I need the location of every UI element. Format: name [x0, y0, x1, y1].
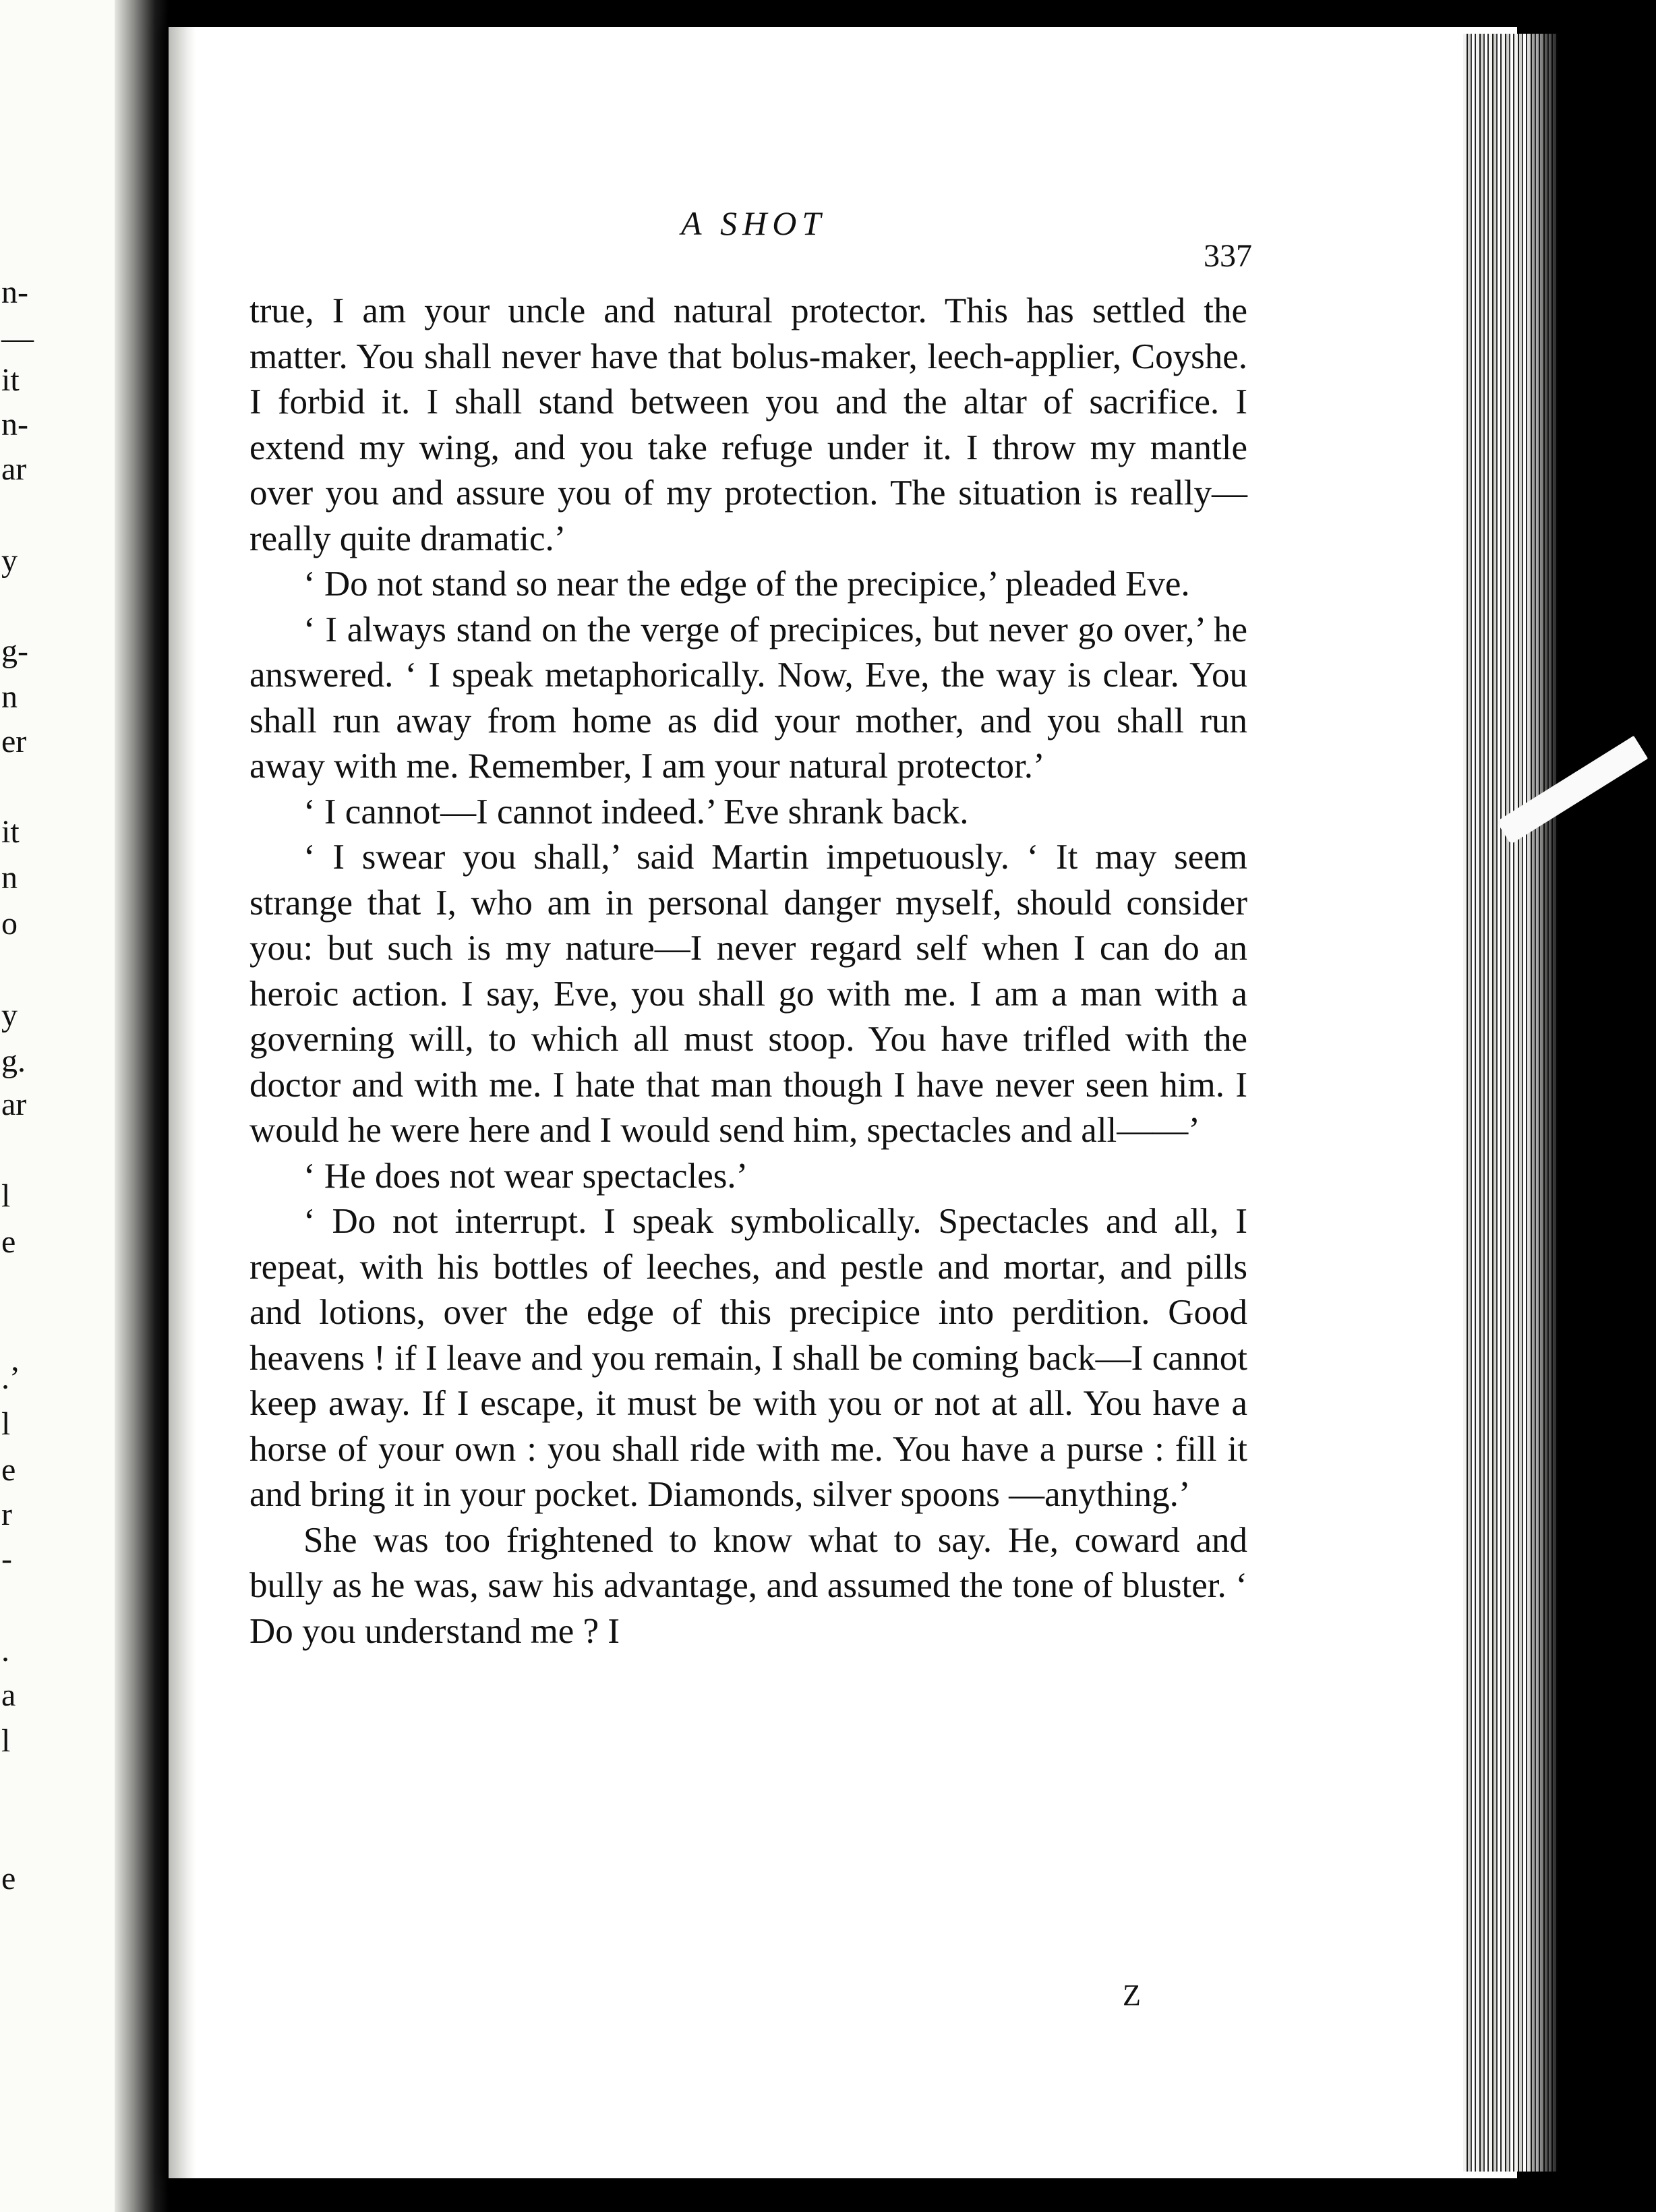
- previous-page-fragment: -: [1, 1541, 12, 1577]
- previous-page-fragment: n-: [1, 274, 28, 310]
- gutter-shade: [169, 27, 196, 2178]
- paragraph: true, I am your uncle and natural protector. This has settled the matter. You shall never have that bolus-maker, leech-applier, Coyshe. I forbid it. I shall stand between you and the altar of sacrifice. I extend my wing, and you take refuge under it. I throw my mantle over you and assure you of my protection. The situation is really—really quite dramatic.’: [249, 291, 1247, 558]
- previous-page-fragment: l: [1, 1723, 11, 1759]
- signature-mark: Z: [1123, 1979, 1141, 2012]
- previous-page-fragment: l: [1, 1178, 11, 1214]
- book-page: [169, 27, 1517, 2178]
- running-head: A SHOT: [681, 204, 827, 242]
- previous-page-fragment: ar: [1, 1086, 27, 1122]
- spine-shadow: [115, 0, 169, 2212]
- previous-page-fragment: e: [1, 1452, 16, 1488]
- previous-page-fragment: .’: [1, 1360, 20, 1396]
- previous-page-fragment: l: [1, 1406, 11, 1442]
- previous-page-fragment: a: [1, 1677, 16, 1713]
- previous-page-fragment: r: [1, 1496, 12, 1532]
- paragraph: ‘ I swear you shall,’ said Martin impetuously. ‘ It may seem strange that I, who am in personal danger myself, should consider you: but such is my nature—I never regard self when I can do an heroic action. I say, Eve, you shall go with me. I am a man with a governing will, to which all must stoop. You have trifled with the doctor and with me. I hate that man though I have never seen him. I would he were here and I would send him, spectacles and all——’: [249, 838, 1247, 1150]
- paragraph: ‘ I always stand on the verge of precipices, but never go over,’ he answered. ‘ I speak metaphorically. Now, Eve, the way is clear. You shall run away from home as did your mother, and you shall run away with me. Remember, I am your natural protector.’: [249, 610, 1247, 786]
- previous-page-fragment: n: [1, 679, 18, 715]
- previous-page-fragment: it: [1, 814, 20, 850]
- paragraph: ‘ I cannot—I cannot indeed.’ Eve shrank back.: [303, 792, 969, 832]
- previous-page-fragment: e: [1, 1861, 16, 1896]
- previous-page-fragment: n-: [1, 407, 28, 442]
- previous-page-fragment: o: [1, 906, 18, 941]
- page-number: 337: [1204, 238, 1252, 274]
- previous-page-fragment: .: [1, 1633, 9, 1668]
- previous-page-fragment: it: [1, 362, 20, 398]
- page-stack-shadow: [1525, 34, 1558, 2172]
- paragraph: She was too frightened to know what to say. He, coward and bully as he was, saw his advantage, and assumed the tone of bluster. ‘ Do you understand me ? I: [249, 1520, 1247, 1651]
- paragraph: ‘ Do not interrupt. I speak symbolically. Spectacles and all, I repeat, with his bottles of leeches, and pestle and mortar, and pills and lotions, over the edge of this precipice into perdition. Good heavens ! if I leave and you remain, I shall be coming back—I cannot keep away. If I escape, it must be with you or not at all. You have a horse of your own : you shall ride with me. You have a purse : fill it and bring it in your pocket. Diamonds, silver spoons —anything.’: [249, 1202, 1247, 1514]
- previous-page-fragment: ar: [1, 451, 27, 487]
- previous-page-fragment: y: [1, 543, 18, 579]
- paragraph: ‘ Do not stand so near the edge of the precipice,’ pleaded Eve.: [303, 564, 1190, 604]
- previous-page-fragment: e: [1, 1224, 16, 1260]
- previous-page-fragment: er: [1, 724, 27, 759]
- previous-page-fragment: g-: [1, 633, 28, 669]
- previous-page-fragment: —: [1, 320, 34, 356]
- previous-page-fragment: g.: [1, 1043, 26, 1079]
- previous-page-fragment: n: [1, 860, 18, 896]
- previous-page-fragment: y: [1, 997, 18, 1033]
- body-text: [249, 289, 1247, 1654]
- paragraph: ‘ He does not wear spectacles.’: [303, 1156, 748, 1196]
- scan-border-top: [0, 0, 1656, 27]
